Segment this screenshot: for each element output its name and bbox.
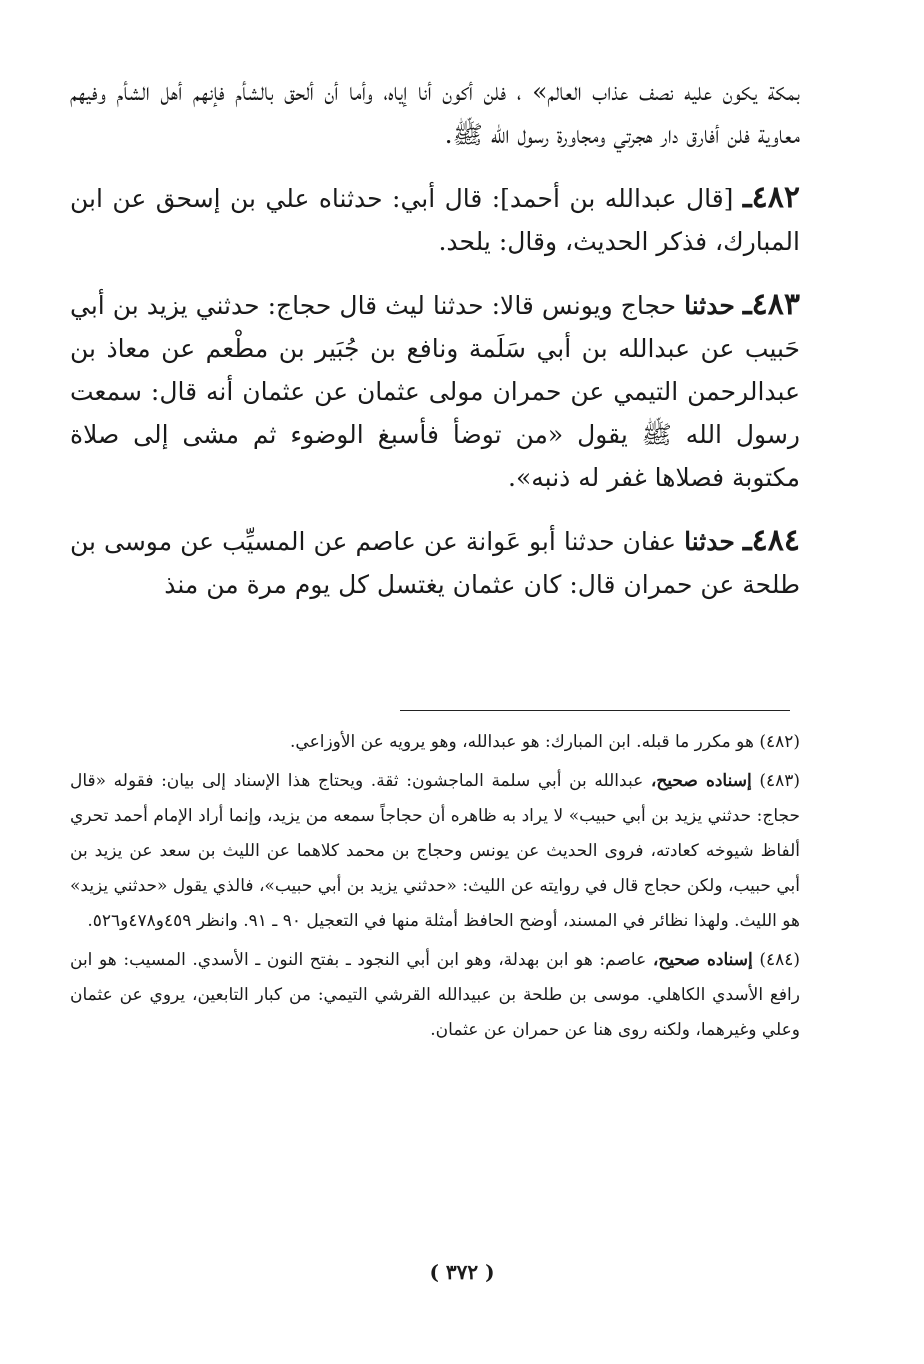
hadith-484-number: ٤٨٤ـ	[742, 523, 801, 558]
hadith-482-text: [قال عبدالله بن أحمد]: قال أبي: حدثناه علي بن إسحق عن ابن المبارك، فذكر الحديث، وقال: يلحد.	[70, 184, 800, 256]
hadith-482-number: ٤٨٢ـ	[742, 180, 801, 215]
main-text	[70, 70, 800, 606]
footnote-482	[70, 725, 800, 760]
footnote-483-lead: إسناده صحيح،	[650, 771, 752, 791]
hadith-484-text: عفان حدثنا أبو عَوانة عن عاصم عن المسيِّب عن موسى بن طلحة عن حمران قال: كان عثمان يغتسل كل يوم مرة من منذ	[70, 527, 800, 599]
footnote-482-label: (٤٨٢)	[759, 732, 800, 752]
hadith-483-number: ٤٨٣ـ	[742, 287, 801, 322]
footnote-483	[70, 764, 800, 939]
hadith-483	[70, 283, 800, 499]
footnote-482-text: هو مكرر ما قبله. ابن المبارك: هو عبدالله، وهو يرويه عن الأوزاعي.	[290, 732, 754, 752]
hadith-484	[70, 519, 800, 606]
footnote-484-label: (٤٨٤)	[759, 950, 801, 970]
footnote-483-label: (٤٨٣)	[759, 771, 801, 791]
footnote-483-text: عبدالله بن أبي سلمة الماجشون: ثقة. ويحتاج هذا الإسناد إلى بيان: فقوله «قال حجاج: حدثني يزيد بن أبي حبيب» لا يراد به ظاهره أن حجاجاً سمعه من يزيد، وإنما أراد الإمام أحمد تحري ألفاظ شيوخه كعادته، فروى الحديث عن يونس وحجاج بن محمد كلاهما عن الليث بن سعد عن يزيد بن أبي حبيب، ولكن حجاج قال في روايته عن الليث: «حدثني يزيد بن أبي حبيب»، فالذي يقول «حدثني يزيد» هو الليث. ولهذا نظائر في المسند، أوضح الحافظ أمثلة منها في التعجيل ٩٠ ـ ٩١. وانظر ٤٥٩و٤٧٨و٥٢٦.	[70, 771, 800, 931]
hadith-482	[70, 176, 800, 263]
page-number: ( ٣٧٢ )	[429, 1260, 495, 1284]
hadith-483-text: حجاج ويونس قالا: حدثنا ليث قال حجاج: حدثني يزيد بن أبي حَبيب عن عبدالله بن أبي سَلَمة ونافع بن جُبَير بن مطْعم عن معاذ بن عبدالرحمن التيمي عن حمران مولى عثمان عن عثمان أنه قال: سمعت رسول الله ﷺ يقول «من توضأ فأسبغ الوضوء ثم مشى إلى صلاة مكتوبة فصلاها غفر له ذنبه».	[70, 291, 800, 492]
hadith-484-lead: حدثنا	[684, 527, 735, 556]
footnote-484	[70, 943, 800, 1048]
continuation-paragraph: بمكة يكون عليه نصف عذاب العالم» ، فلن أكون أنا إياه، وأما أن ألحق بالشأم فإنهم أهل الشأم وفيهم معاوية فلن أفارق دار هجرتي ومجاورة رسول الله ﷺ.	[70, 77, 800, 149]
footnotes	[70, 725, 800, 1048]
footnote-484-lead: إسناده صحيح،	[652, 950, 753, 970]
hadith-483-lead: حدثنا	[684, 291, 735, 320]
footnote-484-text: عاصم: هو ابن بهدلة، وهو ابن أبي النجود ـ بفتح النون ـ الأسدي. المسيب: هو ابن رافع الأسدي الكاهلي. موسى بن طلحة بن عبيدالله القرشي التيمي: من كبار التابعين، يروي عن عثمان وعلي وغيرهما، ولكنه روى هنا عن حمران عن عثمان.	[70, 950, 800, 1040]
footnote-separator	[400, 710, 790, 711]
